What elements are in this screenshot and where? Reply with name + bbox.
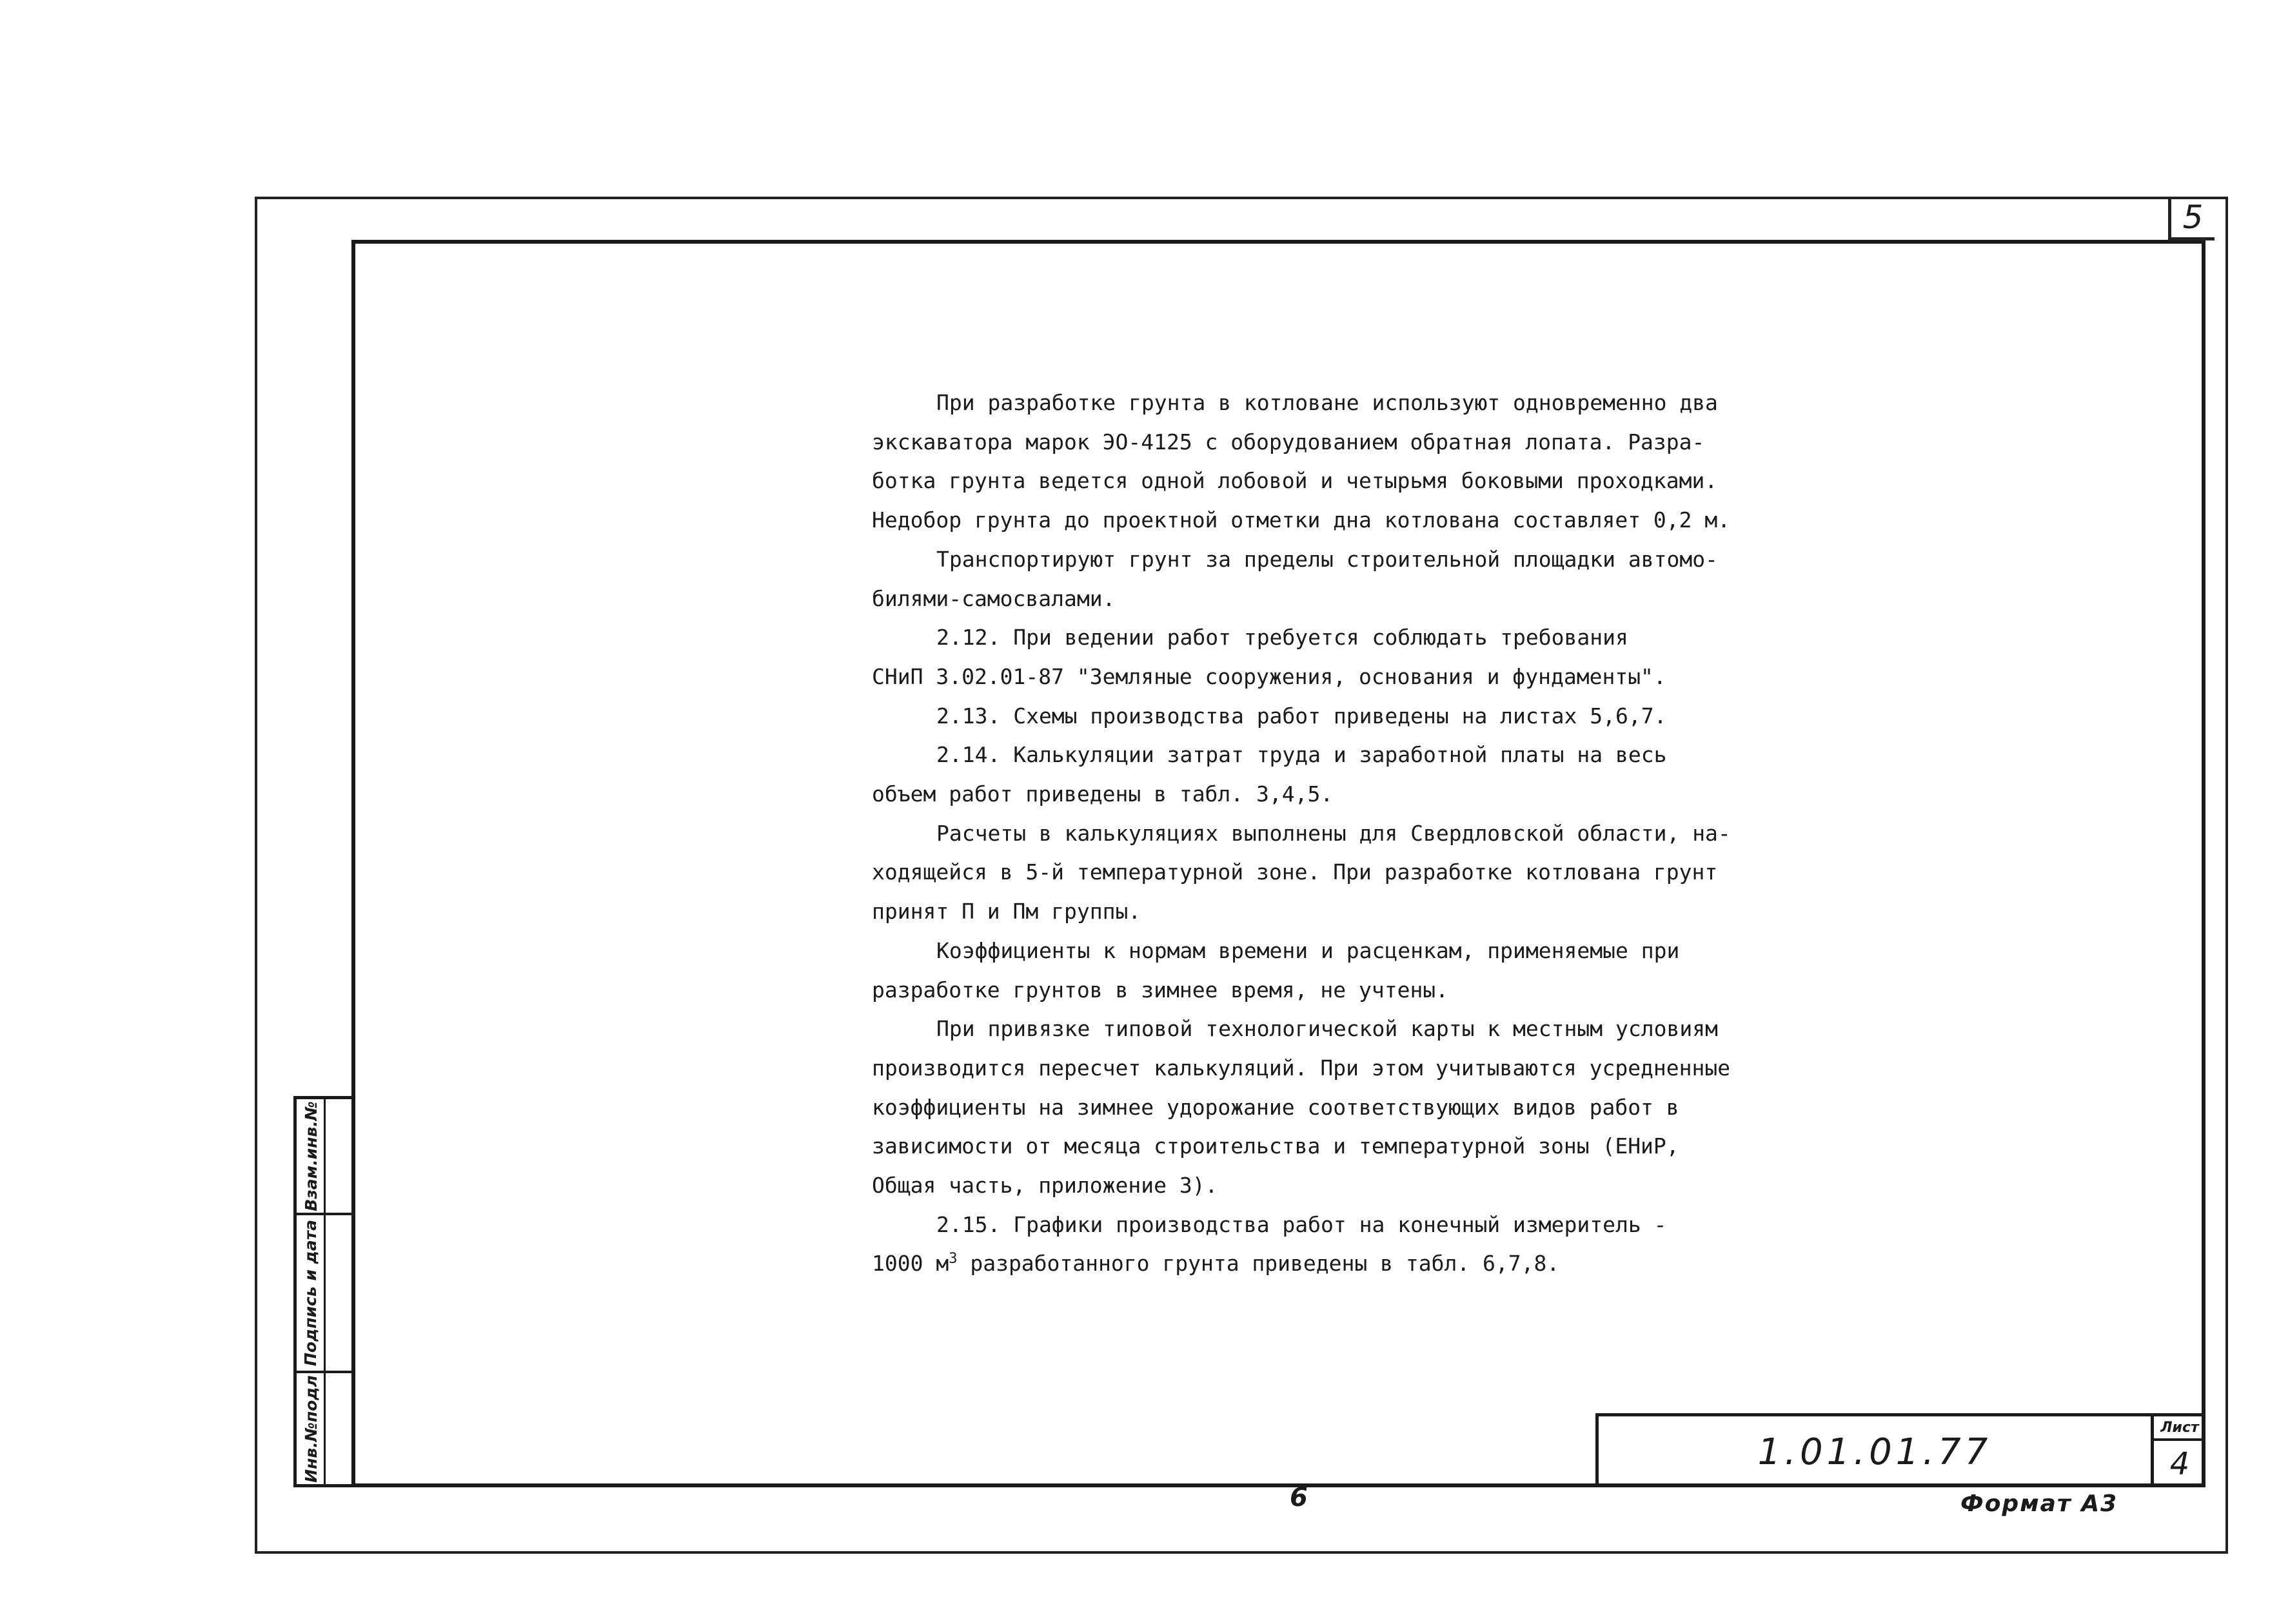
sheet-label: Лист (2154, 1416, 2205, 1441)
paragraph-line: Транспортируют грунт за пределы строительной площадки автомо- (936, 546, 1718, 572)
paragraph-line: СНиП 3.02.01-87 "Земляные сооружения, основания и фундаменты". (872, 663, 1666, 689)
paragraph-line: объем работ приведены в табл. 3,4,5. (872, 781, 1334, 807)
paragraph-line: ботка грунта ведется одной лобовой и четырьмя боковыми проходками. (872, 468, 1718, 494)
paragraph-line: 2.14. Калькуляции затрат труда и заработной платы на весь (936, 742, 1667, 768)
paragraph-line: Недобор грунта до проектной отметки дна котлована составляет 0,2 м. (872, 507, 1731, 533)
paragraph-line: При разработке грунта в котловане используют одновременно два (936, 390, 1718, 415)
paragraph-line: билями-самосвалами. (872, 585, 1116, 611)
corner-page-number: 5 (2168, 197, 2215, 240)
side-label-podpis-data: Подпись и дата (301, 1219, 321, 1367)
paragraph-line: 2.13. Схемы производства работ приведены на листах 5,6,7. (936, 703, 1667, 729)
side-label-vzam-inv: Взам.инв.№ (301, 1101, 321, 1211)
paragraph-line: Коэффициенты к нормам времени и расценкам, применяемые при (936, 937, 1680, 963)
body-text (872, 384, 1731, 1284)
paragraph-line: экскаватора марок ЭО-4125 с оборудованием обратная лопата. Разра- (872, 429, 1705, 455)
paragraph-line: ходящейся в 5-й температурной зоне. При разработке котлована грунт (872, 859, 1718, 885)
paragraph-line: разработке грунтов в зимнее время, не учтены. (872, 977, 1449, 1003)
paragraph-line: 2.15. Графики производства работ на конечный измеритель - (936, 1211, 1667, 1237)
side-cell-inv-podl (297, 1373, 351, 1484)
paragraph-line: зависимости от месяца строительства и температурной зоны (ЕНиР, (872, 1133, 1679, 1159)
paragraph-line-last (872, 1244, 1710, 1284)
sheet-number: 4 (2169, 1446, 2190, 1482)
format-label: Формат А3 (1960, 1491, 2118, 1517)
paragraph-line: коэффициенты на зимнее удорожание соответствующих видов работ в (872, 1094, 1679, 1120)
sheet-box (2151, 1416, 2205, 1487)
paragraph-line: При привязке типовой технологической карты к местным условиям (936, 1016, 1718, 1042)
last-line-before: 1000 м (872, 1251, 949, 1277)
paragraph-line: 2.12. При ведении работ требуется соблюдать требования (936, 625, 1628, 651)
paragraph-line: Общая часть, приложение 3). (872, 1173, 1218, 1198)
side-cell-vzam-inv (297, 1099, 351, 1215)
paragraph-line: принят П и Пм группы. (872, 899, 1141, 925)
paragraph-line: производится пересчет калькуляций. При этом учитываются усредненные (872, 1055, 1731, 1081)
last-line-superscript: 3 (949, 1251, 958, 1267)
document-code: 1.01.01.77 (1757, 1431, 1992, 1473)
side-label-inv-podl: Инв.№подл (301, 1375, 321, 1483)
footer-page-number: 6 (1290, 1483, 1308, 1512)
last-line-after: разработанного грунта приведены в табл. 6,7,8. (957, 1251, 1560, 1277)
paragraph-line: Расчеты в калькуляциях выполнены для Свердловской области, на- (936, 820, 1731, 846)
side-stamp (293, 1096, 351, 1487)
side-cell-podpis-data (297, 1215, 351, 1373)
title-block (1595, 1413, 2205, 1487)
